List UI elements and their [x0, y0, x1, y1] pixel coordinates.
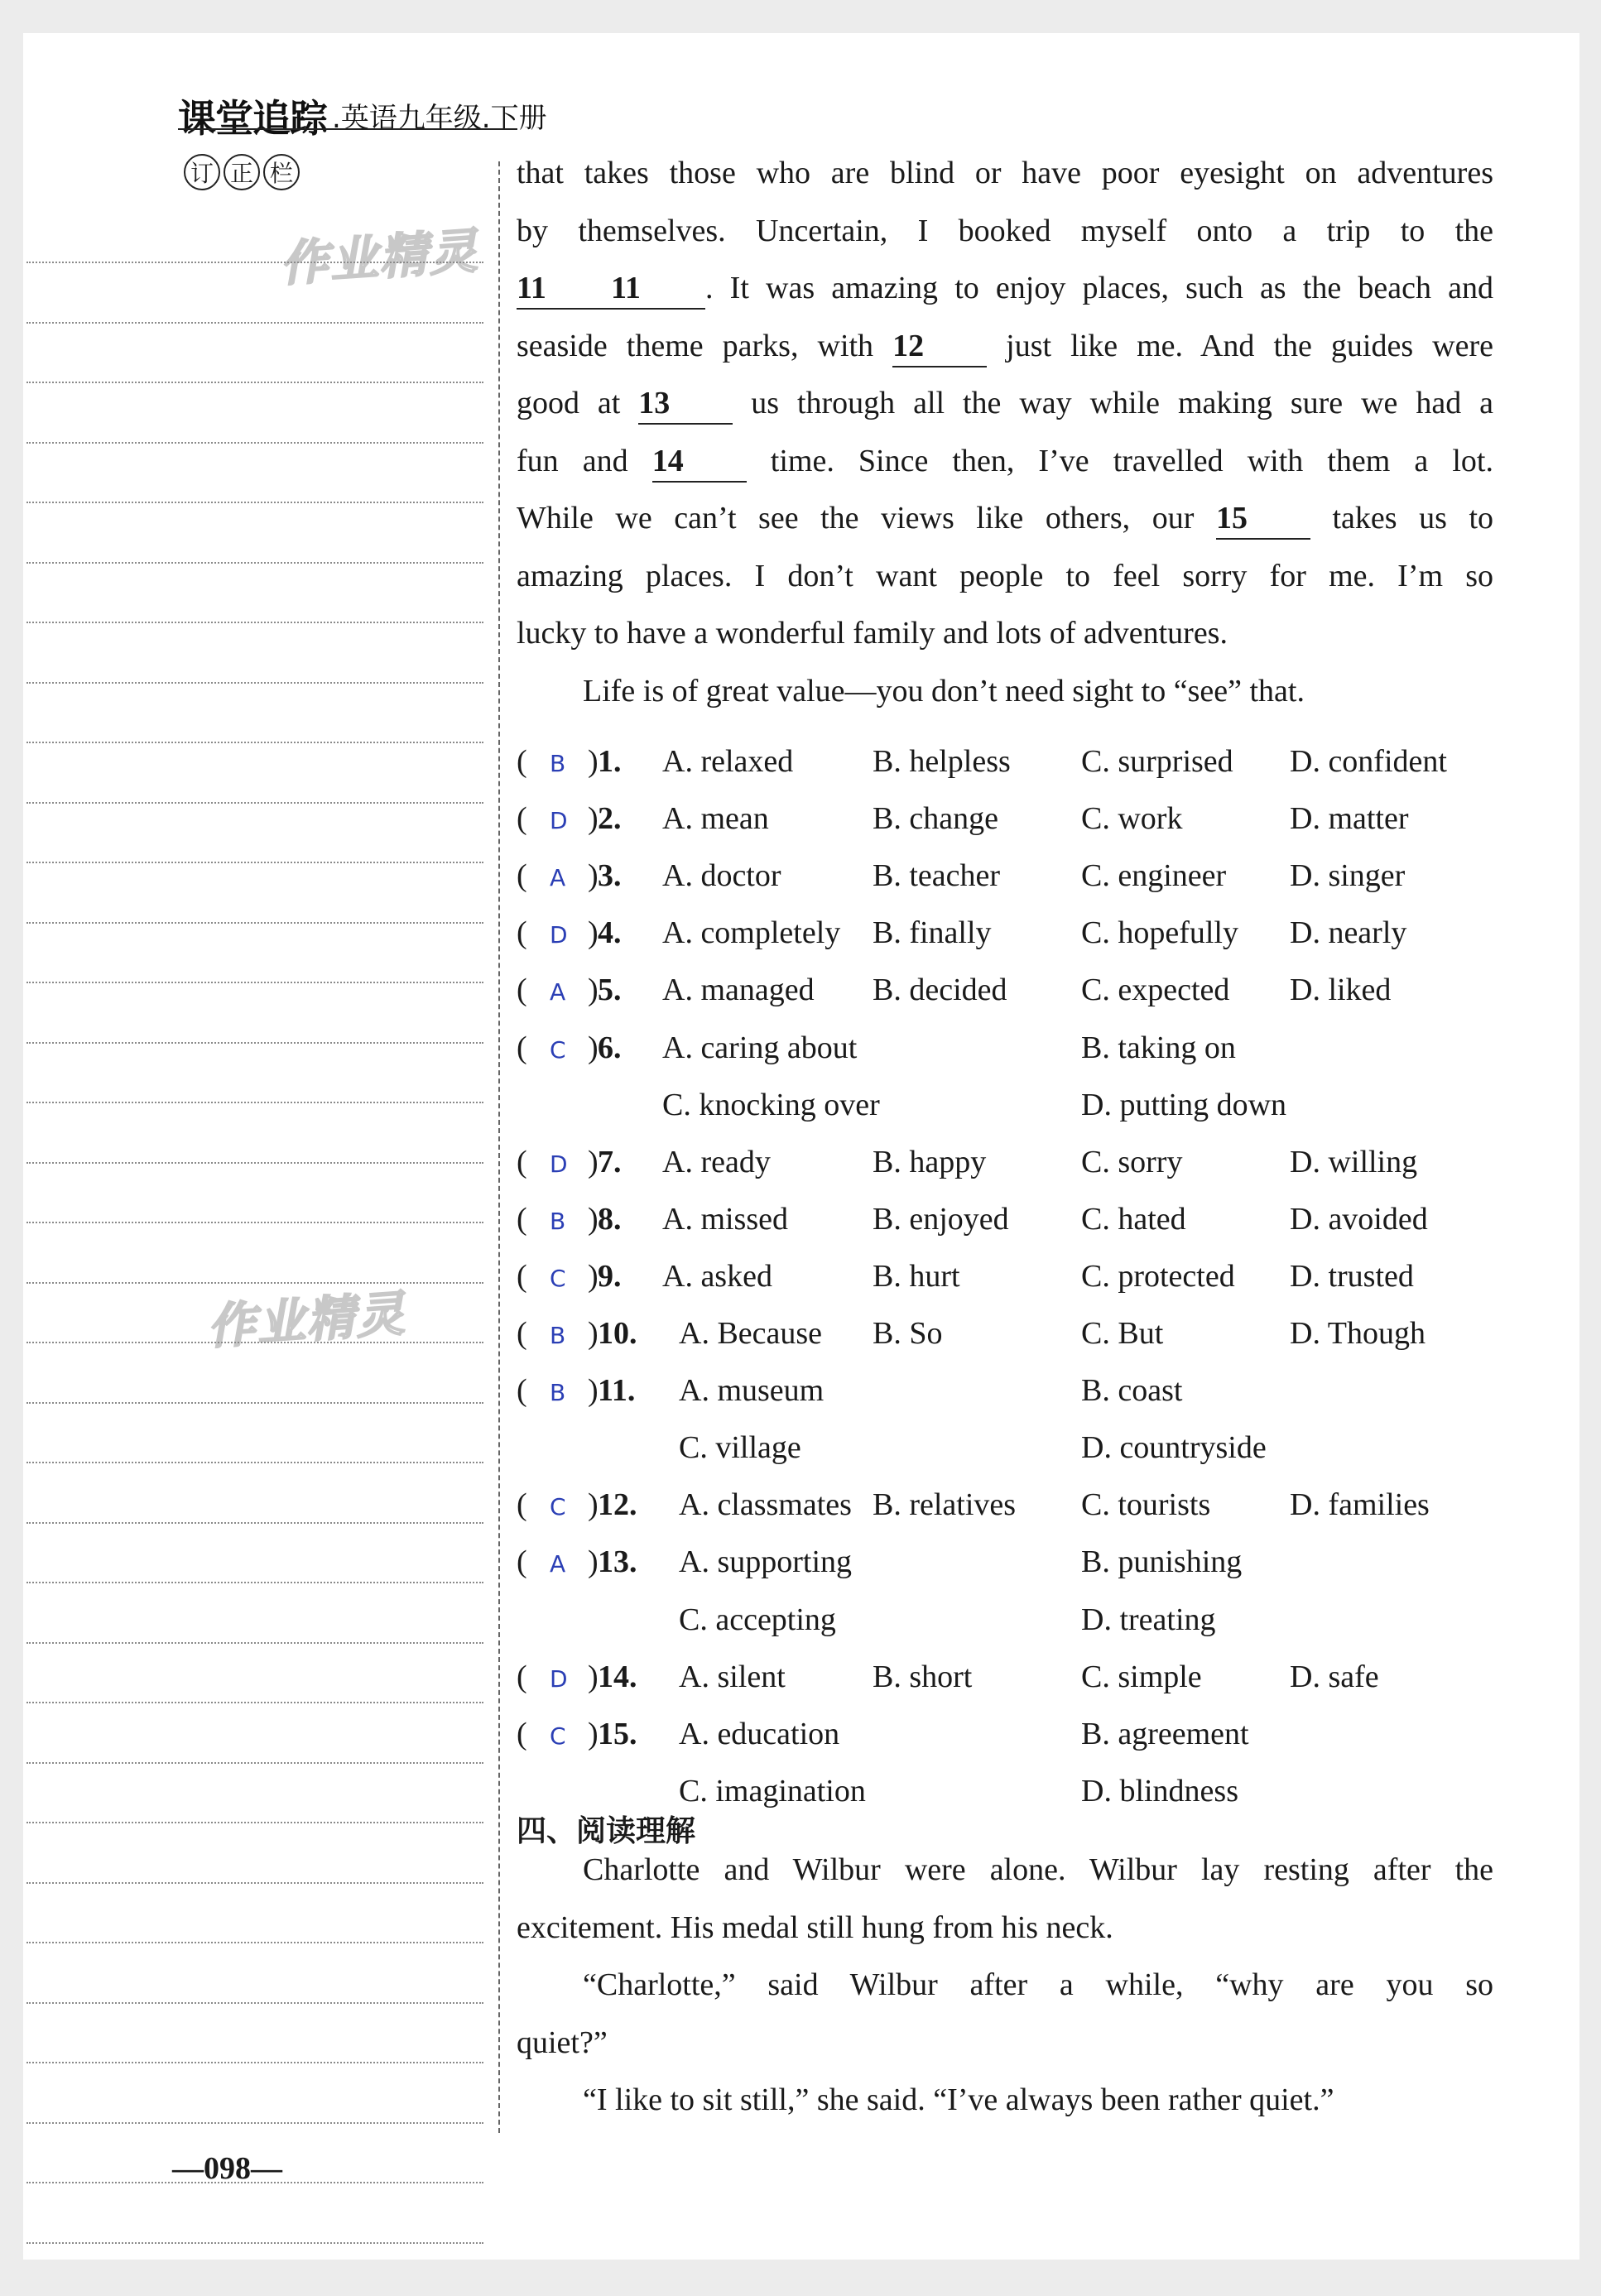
close-paren: ) [588, 1258, 599, 1294]
correction-rule [26, 1222, 483, 1223]
cloze-passage [517, 145, 1493, 720]
correction-rule [26, 322, 483, 324]
text-line [517, 490, 1493, 548]
text-run: quiet?” [517, 2025, 608, 2060]
option: A. asked [662, 1258, 772, 1294]
text-run: lucky to have a wonderful family and lots of adventures. [517, 616, 1228, 651]
answer-letter: C [550, 1493, 566, 1521]
answer-letter: B [550, 1207, 566, 1235]
text-line [517, 663, 1493, 721]
option: A. relaxed [662, 744, 794, 779]
answer-letter: D [550, 1664, 568, 1693]
close-paren: ) [588, 744, 599, 779]
text-run: good at [517, 386, 639, 420]
blank-number: 15 [1216, 498, 1310, 540]
option: B. punishing [1081, 1544, 1243, 1580]
option: D. singer [1290, 858, 1406, 894]
book-subtitle: .英语九年级.下册 [332, 102, 547, 135]
option: B. change [873, 801, 998, 837]
close-paren: ) [588, 973, 599, 1008]
blank-number: 14 [652, 441, 747, 483]
correction-rule [26, 802, 483, 804]
correction-rule [26, 1642, 483, 1644]
close-paren: ) [588, 1659, 599, 1694]
option: A. mean [662, 801, 769, 837]
text-line [517, 145, 1493, 203]
text-run: “Charlotte,” said Wilbur after a while, “why are you so [583, 1967, 1493, 2002]
option: B. enjoyed [873, 1201, 1009, 1237]
option: D. confident [1290, 744, 1447, 779]
option: B. So [873, 1316, 943, 1351]
label-char: 正 [224, 154, 260, 190]
option: B. agreement [1081, 1716, 1249, 1751]
answer-letter: B [550, 1322, 566, 1349]
option: B. teacher [873, 858, 1001, 894]
correction-rule [26, 2242, 483, 2244]
answer-letter: A [550, 864, 566, 892]
text-line [517, 203, 1493, 261]
option: A. supporting [679, 1544, 852, 1580]
correction-rule [26, 1402, 483, 1404]
option: B. taking on [1081, 1030, 1236, 1065]
option: C. knocking over [662, 1087, 880, 1122]
option: D. matter [1290, 801, 1409, 837]
option: A. missed [662, 1201, 788, 1237]
option: D. treating [1081, 1602, 1216, 1637]
close-paren: ) [588, 1201, 599, 1237]
correction-rule [26, 1762, 483, 1764]
option: C. expected [1081, 973, 1230, 1008]
option: A. completely [662, 915, 841, 951]
answer-letter: C [550, 1035, 566, 1064]
label-char: 订 [184, 154, 220, 190]
option: C. protected [1081, 1258, 1235, 1294]
option: A. ready [662, 1144, 771, 1179]
text-run: amazing places. I don’t want people to feel sorry for me. I’m so [517, 558, 1493, 593]
correction-rule [26, 622, 483, 623]
watermark: 作业精灵 [278, 222, 481, 293]
text-run: fun and [517, 443, 652, 478]
option: D. trusted [1290, 1258, 1414, 1294]
blank-number: 13 [638, 383, 733, 425]
question-number: 3. [598, 858, 622, 894]
label-char: 栏 [263, 154, 300, 190]
option: D. putting down [1081, 1087, 1287, 1122]
close-paren: ) [588, 1144, 599, 1179]
question-number: 7. [598, 1144, 622, 1179]
correction-rule [26, 1942, 483, 1943]
section-title: 四、阅读理解 [517, 1814, 696, 1848]
correction-rule [26, 562, 483, 564]
text-run: Charlotte and Wilbur were alone. Wilbur lay resting after the [583, 1852, 1493, 1887]
question-number: 9. [598, 1258, 622, 1294]
text-run: just like me. And the guides were [987, 328, 1493, 363]
answer-letter: A [550, 1550, 566, 1578]
text-line [517, 2072, 1493, 2130]
option: D. Though [1290, 1316, 1426, 1351]
question-number: 14. [598, 1659, 637, 1694]
answer-letter: D [550, 807, 568, 835]
correction-rule [26, 862, 483, 863]
answer-letter: C [550, 1722, 566, 1750]
option: D. families [1290, 1487, 1430, 1523]
question-number: 15. [598, 1716, 637, 1751]
blank-number: 11 [517, 268, 611, 310]
correction-rule [26, 1162, 483, 1164]
close-paren: ) [588, 1316, 599, 1351]
option: A. silent [679, 1659, 786, 1694]
brand-logo: 课堂追踪 [178, 96, 327, 141]
correction-column-label [184, 154, 300, 190]
correction-rule [26, 262, 483, 263]
close-paren: ) [588, 915, 599, 951]
option: C. accepting [679, 1602, 836, 1637]
open-paren: ( [517, 801, 527, 837]
option: A. classmates [679, 1487, 852, 1523]
close-paren: ) [588, 858, 599, 894]
open-paren: ( [517, 1316, 527, 1351]
correction-rule [26, 1102, 483, 1103]
answer-letter: B [550, 750, 566, 777]
answer-letter: B [550, 1379, 566, 1407]
option: C. simple [1081, 1659, 1202, 1694]
text-line [517, 260, 1493, 318]
text-run: takes us to [1310, 501, 1493, 536]
close-paren: ) [588, 1373, 599, 1409]
open-paren: ( [517, 1487, 527, 1523]
option: B. finally [873, 915, 992, 951]
open-paren: ( [517, 858, 527, 894]
text-line [517, 2015, 1493, 2073]
correction-rule [26, 1522, 483, 1524]
text-run: time. Since then, I’ve travelled with them a lot. [746, 443, 1493, 478]
question-number: 10. [598, 1316, 637, 1351]
correction-rule [26, 1042, 483, 1044]
blank-number: 12 [892, 326, 987, 367]
option: C. surprised [1081, 744, 1233, 779]
answer-letter: D [550, 921, 568, 949]
open-paren: ( [517, 1716, 527, 1751]
column-divider [498, 161, 500, 2133]
option: A. education [679, 1716, 840, 1751]
close-paren: ) [588, 1487, 599, 1523]
option: D. willing [1290, 1144, 1418, 1179]
correction-rule [26, 2122, 483, 2124]
correction-rule [26, 1462, 483, 1463]
option: A. managed [662, 973, 815, 1008]
option: C. work [1081, 801, 1183, 837]
option: C. tourists [1081, 1487, 1211, 1523]
text-line [517, 318, 1493, 376]
text-run: seaside theme parks, with [517, 328, 893, 363]
option: A. caring about [662, 1030, 858, 1065]
question-number: 2. [598, 801, 622, 837]
text-line [517, 1957, 1493, 2015]
watermark: 作业精灵 [205, 1285, 408, 1356]
question-number: 5. [598, 973, 622, 1008]
option: B. coast [1081, 1373, 1183, 1409]
open-paren: ( [517, 1201, 527, 1237]
text-line [517, 1842, 1493, 1900]
question-number: 6. [598, 1030, 622, 1065]
option: C. hated [1081, 1201, 1186, 1237]
open-paren: ( [517, 1030, 527, 1065]
option: C. hopefully [1081, 915, 1238, 951]
correction-rule [26, 442, 483, 444]
correction-rule [26, 922, 483, 924]
text-run: . It was amazing to enjoy places, such as the beach and [705, 271, 1493, 305]
option: B. helpless [873, 744, 1011, 779]
text-run: “I like to sit still,” she said. “I’ve always been rather quiet.” [583, 2082, 1334, 2117]
option: D. nearly [1290, 915, 1407, 951]
text-run: excitement. His medal still hung from his neck. [517, 1909, 1113, 1945]
text-line [517, 433, 1493, 491]
text-line [517, 375, 1493, 433]
option: C. sorry [1081, 1144, 1183, 1179]
question-number: 13. [598, 1544, 637, 1580]
reading-passage [517, 1842, 1493, 2130]
question-number: 11. [598, 1373, 636, 1409]
option: C. But [1081, 1316, 1164, 1351]
option: D. safe [1290, 1659, 1379, 1694]
open-paren: ( [517, 744, 527, 779]
option: C. imagination [679, 1773, 866, 1808]
correction-rule [26, 1702, 483, 1703]
correction-rule [26, 982, 483, 983]
option: A. Because [679, 1316, 823, 1351]
correction-rule [26, 382, 483, 383]
text-line [517, 1900, 1493, 1957]
open-paren: ( [517, 915, 527, 951]
close-paren: ) [588, 1030, 599, 1065]
option: B. happy [873, 1144, 987, 1179]
option: B. relatives [873, 1487, 1017, 1523]
open-paren: ( [517, 1258, 527, 1294]
option: B. hurt [873, 1258, 960, 1294]
close-paren: ) [588, 1716, 599, 1751]
correction-rule [26, 1582, 483, 1583]
text-line [517, 605, 1493, 663]
option: B. decided [873, 973, 1007, 1008]
blank-number: 11 [611, 268, 705, 310]
option: C. engineer [1081, 858, 1227, 894]
header-rule [178, 128, 517, 130]
text-run: by themselves. Uncertain, I booked myself onto a trip to the [517, 213, 1493, 248]
page [23, 33, 1579, 2260]
option: A. museum [679, 1373, 825, 1409]
question-number: 1. [598, 744, 622, 779]
question-number: 12. [598, 1487, 637, 1523]
option: D. blindness [1081, 1773, 1238, 1808]
text-run: Life is of great value—you don’t need sight to “see” that. [583, 673, 1305, 708]
text-run: While we can’t see the views like others, our [517, 501, 1216, 536]
answer-letter: D [550, 1150, 568, 1178]
open-paren: ( [517, 973, 527, 1008]
correction-rule [26, 1282, 483, 1284]
text-run: us through all the way while making sure we had a [733, 386, 1493, 420]
close-paren: ) [588, 1544, 599, 1580]
correction-rule [26, 2062, 483, 2063]
question-number: 8. [598, 1201, 622, 1237]
option: B. short [873, 1659, 973, 1694]
option: D. liked [1290, 973, 1392, 1008]
text-line [517, 548, 1493, 606]
correction-rule [26, 1822, 483, 1823]
option: D. avoided [1290, 1201, 1428, 1237]
page-number: —098— [172, 2151, 282, 2186]
correction-rule [26, 502, 483, 503]
correction-rule [26, 682, 483, 684]
correction-rule [26, 742, 483, 743]
answer-letter: C [550, 1264, 566, 1292]
open-paren: ( [517, 1373, 527, 1409]
correction-rule [26, 1882, 483, 1884]
option: C. village [679, 1430, 801, 1466]
close-paren: ) [588, 801, 599, 837]
answer-letter: A [550, 978, 566, 1006]
open-paren: ( [517, 1659, 527, 1694]
option: D. countryside [1081, 1430, 1267, 1466]
open-paren: ( [517, 1544, 527, 1580]
correction-rule [26, 1342, 483, 1343]
text-run: that takes those who are blind or have poor eyesight on adventures [517, 156, 1493, 190]
question-number: 4. [598, 915, 622, 951]
correction-rule [26, 2002, 483, 2004]
open-paren: ( [517, 1144, 527, 1179]
option: A. doctor [662, 858, 781, 894]
